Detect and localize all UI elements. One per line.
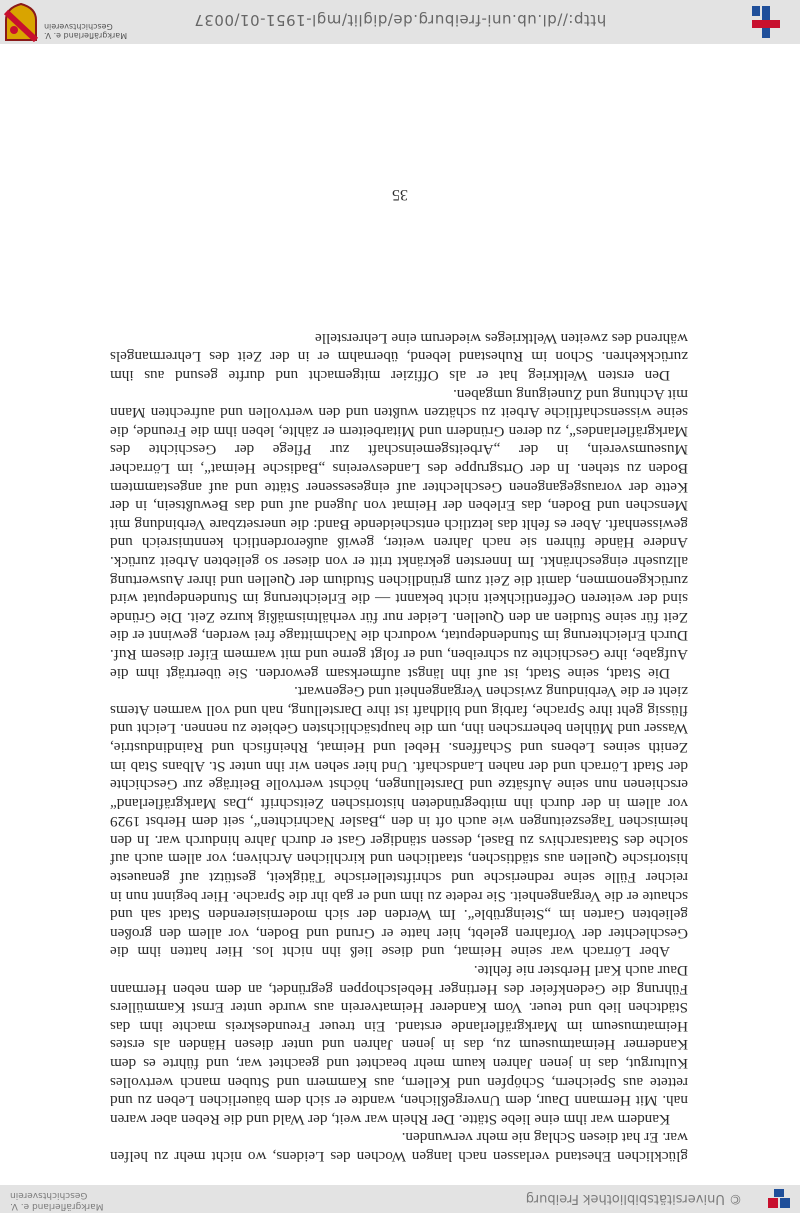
society-crest-icon (4, 2, 38, 42)
library-credit: © Universitätsbibliothek Freiburg (525, 1191, 742, 1206)
permalink-url[interactable]: http://dl.ub.uni-freiburg.de/diglit/mgl-1951-01/0037 (193, 11, 607, 29)
society-line-2: Geschichtsverein (10, 1190, 88, 1200)
bottom-footer-bar (0, 0, 800, 44)
society-line-2: Geschichtsverein (44, 22, 113, 31)
paragraph: Kandern war ihm eine liebe Stätte. Der Rhein war weit, der Wald und die Reben aber waren nah. Mit Hermann Daur, dem Unvergeßlichen, wandte er sich dem bäuerlichen Leben zu und rettete aus Speichern, Schöpfen und Kellern, aus Kammern und Stuben manch wertvolles Kulturgut, das in jenen Jahren kaum mehr beachtet und geachtet war, und führte es dem Kanderner Heimatmuseum zu, das in jenen Jahren und unter diesen Händen als erstes Heimatmuseum im Markgräflerlande erstand. Ein treuer Freundeskreis machte ihm das Städtchen lieb und teuer. Vom Kanderer Heimatverein aus wurde unter Ernst Kammüllers Führung die Gedenkfeier des Hertinger Hebelschoppen gegründet, an dem neben Hermann Daur auch Karl Herbster nie fehlte. (110, 962, 688, 1128)
society-name (10, 1189, 103, 1211)
paragraph: glücklichen Ehestand verlassen nach langen Wochen des Leidens, wo nicht mehr zu helfen war. Er hat diesen Schlag nie mehr verwunden. (110, 1129, 688, 1165)
society-name (44, 22, 127, 40)
paragraph: Den ersten Weltkrieg hat er als Offizier mitgemacht und durfte gesund aus ihm zurückkehren. Schon im Ruhestand lebend, übernahm er in der Zeit des Lehrermangels während des zweiten Weltkrieges wiederum eine Lehrerstelle (110, 329, 688, 385)
ub-freiburg-logo-icon (752, 1187, 792, 1211)
society-line-1: Markgräflerland e. V. (10, 1201, 104, 1211)
page-body (110, 328, 688, 1165)
top-footer-bar (0, 1185, 800, 1213)
paragraph: Aber Lörrach war seine Heimat, und diese ließ ihn nicht los. Hier hatten ihm die Geschlechter der Vorfahren gelebt, hier hatte er Grund und Boden, vor allem den großen geliebten Garten im „Steingrüble“. Im Werden der sich modernisierenden Stadt sah und schaute er die Vergangenheit. Sie redete zu ihm und er gab ihr die Sprache. Hier beginnt nun in reicher Fülle seine rednerische und schriftstellerische Tätigkeit, gestützt auf genaueste historische Quellen aus städtischen, staatlichen und kirchlichen Archiven; vor allem auch auf solche des Staatsarchivs zu Basel, dessen ständiger Gast er durch Jahre hindurch war. In den heimischen Tageszeitungen wie auch oft in den „Basler Nachrichten“, seit dem Herbst 1929 vor allem in der durch ihn mitbegründeten historischen Zeitschrift „Das Markgräflerland“ erschienen nun seine Aufsätze und Darstellungen, höchst wertvolle Beiträge zur Geschichte der Stadt Lörrach und der nahen Landschaft. Und hier sehen wir ihn unter St. Albans Stab im Zenith seines Lebens und Schaffens. Hebel und Heimat, Rheinfisch und Raindindustrie, Wasser und Mühlen beherrschen ihn, um die hauptsächlichsten Gebiete zu nennen. Leicht und flüssig geht ihre Sprache, farbig und bildhaft ist ihre Darstellung, nah und voll warmen Atems zieht er die Verbindung zwischen Vergangenheit und Gegenwart. (110, 683, 688, 961)
paragraph: Die Stadt, seine Stadt, ist auf ihn längst aufmerksam geworden. Sie überträgt ihm die Aufgabe, ihre Geschichte zu schreiben, und er folgt gerne und mit warmem Eifer diesem Ruf. Durch Erleichterung im Stundendeputat, wodurch die Nachmittage frei werden, gewinnt er die Zeit für seine Studien an den Quellen. Leider nur für verhältnismäßig kurze Zeit. Die Gründe sind der weiteren Oeffentlichkeit nicht bekannt — die Erleichterung im Stundendeputat wird zurückgenommen, damit die Zeit zum gründlichen Studium der Quellen und ihrer Auswertung allzusehr eingeschränkt. Im Innersten gekränkt tritt er von dieser so geliebten Arbeit zurück. Andere Hände führen sie nach Jahren weiter, gewiß außerordentlich kenntnisreich und gewissenhaft. Aber es fehlt das letztlich entscheidende Band: die unersetzbare Verbindung mit Menschen und Boden, das Erleben der Heimat von Jugend auf und das Bewußtsein, in der Kette der vorausgegangenen Geschlechter auf eingesessener Stätte und auf angestammtem Boden zu stehen. In der Ortsgruppe des Landesvereins „Badische Heimat“, im Lörracher Museumsverein, in der „Arbeitsgemeinschaft zur Pflege der Geschichte des Markgräflerlandes“, zu deren Gründern und Mitarbeitern er zählte, leben ihm die Freunde, die seine wissenschaftliche Arbeit zu schätzen wußten und den wertvollen und aufrechten Mann mit Achtung und Zuneigung umgaben. (110, 385, 688, 682)
page-number: 35 (392, 186, 408, 203)
society-line-1: Markgräflerland e. V. (44, 31, 128, 40)
